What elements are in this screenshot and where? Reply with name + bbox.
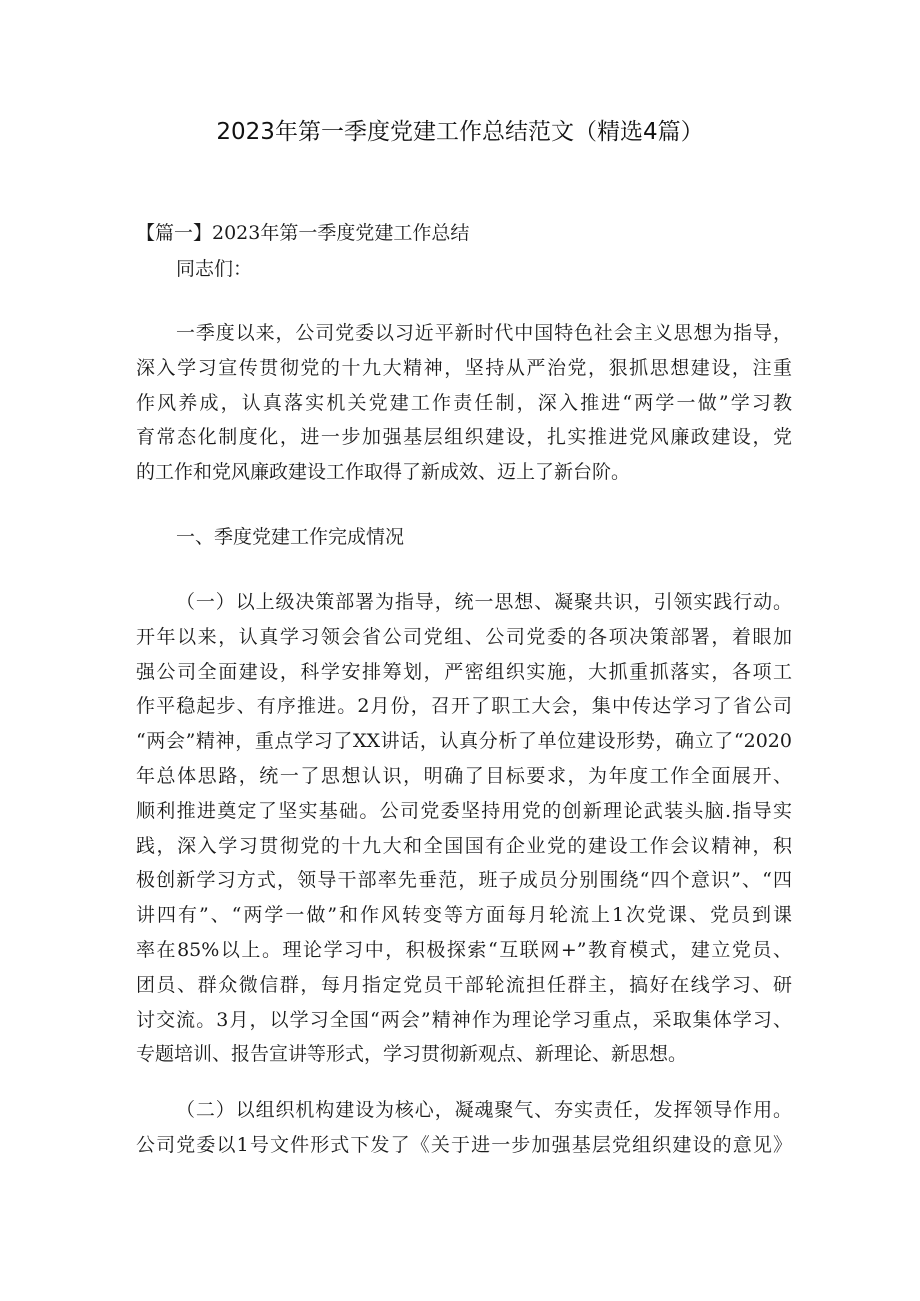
paragraph-line: 年总体思路，统一了思想认识，明确了目标要求，为年度工作全面展开、 [136, 764, 792, 787]
paragraph-line: 讲四有”、“两学一做”和作风转变等方面每月轮流上1次党课、党员到课 [136, 904, 792, 927]
paragraph-line: 育常态化制度化，进一步加强基层组织建设，扎实推进党风廉政建设，党 [136, 426, 792, 449]
paragraph-line: （一）以上级决策部署为指导，统一思想、凝聚共识，引领实践行动。 [176, 591, 792, 613]
paragraph-line: 一季度以来，公司党委以习近平新时代中国特色社会主义思想为指导， [176, 322, 792, 344]
paragraph-line: 践，深入学习贯彻党的十九大和全国国有企业党的建设工作会议精神，积 [136, 834, 792, 857]
greeting: 同志们： [176, 258, 253, 280]
paragraph-line: 讨交流。3月，以学习全国“两会”精神作为理论学习重点，采取集体学习、 [136, 1008, 792, 1031]
document-title: 2023年第一季度党建工作总结范文（精选4篇） [216, 119, 704, 145]
part-one-paragraph [136, 585, 792, 1072]
paragraph-line: 开年以来，认真学习领会省公司党组、公司党委的各项决策部署，着眼加 [136, 625, 792, 648]
paragraph-line: 团员、群众微信群，每月指定党员干部轮流担任群主，搞好在线学习、研 [136, 973, 792, 996]
paragraph-line: “两会”精神，重点学习了XX讲话，认真分析了单位建设形势，确立了“2020 [136, 730, 792, 753]
paragraph-line: 极创新学习方式，领导干部率先垂范，班子成员分别围绕“四个意识”、“四 [136, 869, 792, 892]
section-heading: 一、季度党建工作完成情况 [176, 526, 405, 548]
paragraph-line: 公司党委以1号文件形式下发了《关于进一步加强基层党组织建设的意见》 [136, 1133, 792, 1156]
paragraph-line: 的工作和党风廉政建设工作取得了新成效、迈上了新台阶。 [136, 461, 631, 484]
paragraph-line: 强公司全面建设，科学安排筹划，严密组织实施，大抓重抓落实，各项工 [136, 660, 792, 683]
paragraph-line: 专题培训、报告宣讲等形式，学习贯彻新观点、新理论、新思想。 [136, 1043, 688, 1066]
intro-paragraph [136, 316, 792, 490]
paragraph-line: 作风养成，认真落实机关党建工作责任制，深入推进“两学一做”学习教 [136, 391, 792, 414]
part-two-paragraph [136, 1093, 792, 1163]
paragraph-line: 率在85%以上。理论学习中，积极探索“互联网+”教育模式，建立党员、 [136, 938, 792, 961]
paragraph-line: （二）以组织机构建设为核心，凝魂聚气、夯实责任，发挥领导作用。 [176, 1099, 792, 1121]
paragraph-line: 顺利推进奠定了坚实基础。公司党委坚持用党的创新理论武装头脑.指导实 [136, 799, 792, 822]
paragraph-line: 作平稳起步、有序推进。2月份，召开了职工大会，集中传达学习了省公司 [136, 695, 792, 718]
paragraph-line: 深入学习宣传贯彻党的十九大精神，坚持从严治党，狠抓思想建设，注重 [136, 356, 792, 379]
section-title: 【篇一】2023年第一季度党建工作总结 [136, 222, 470, 244]
